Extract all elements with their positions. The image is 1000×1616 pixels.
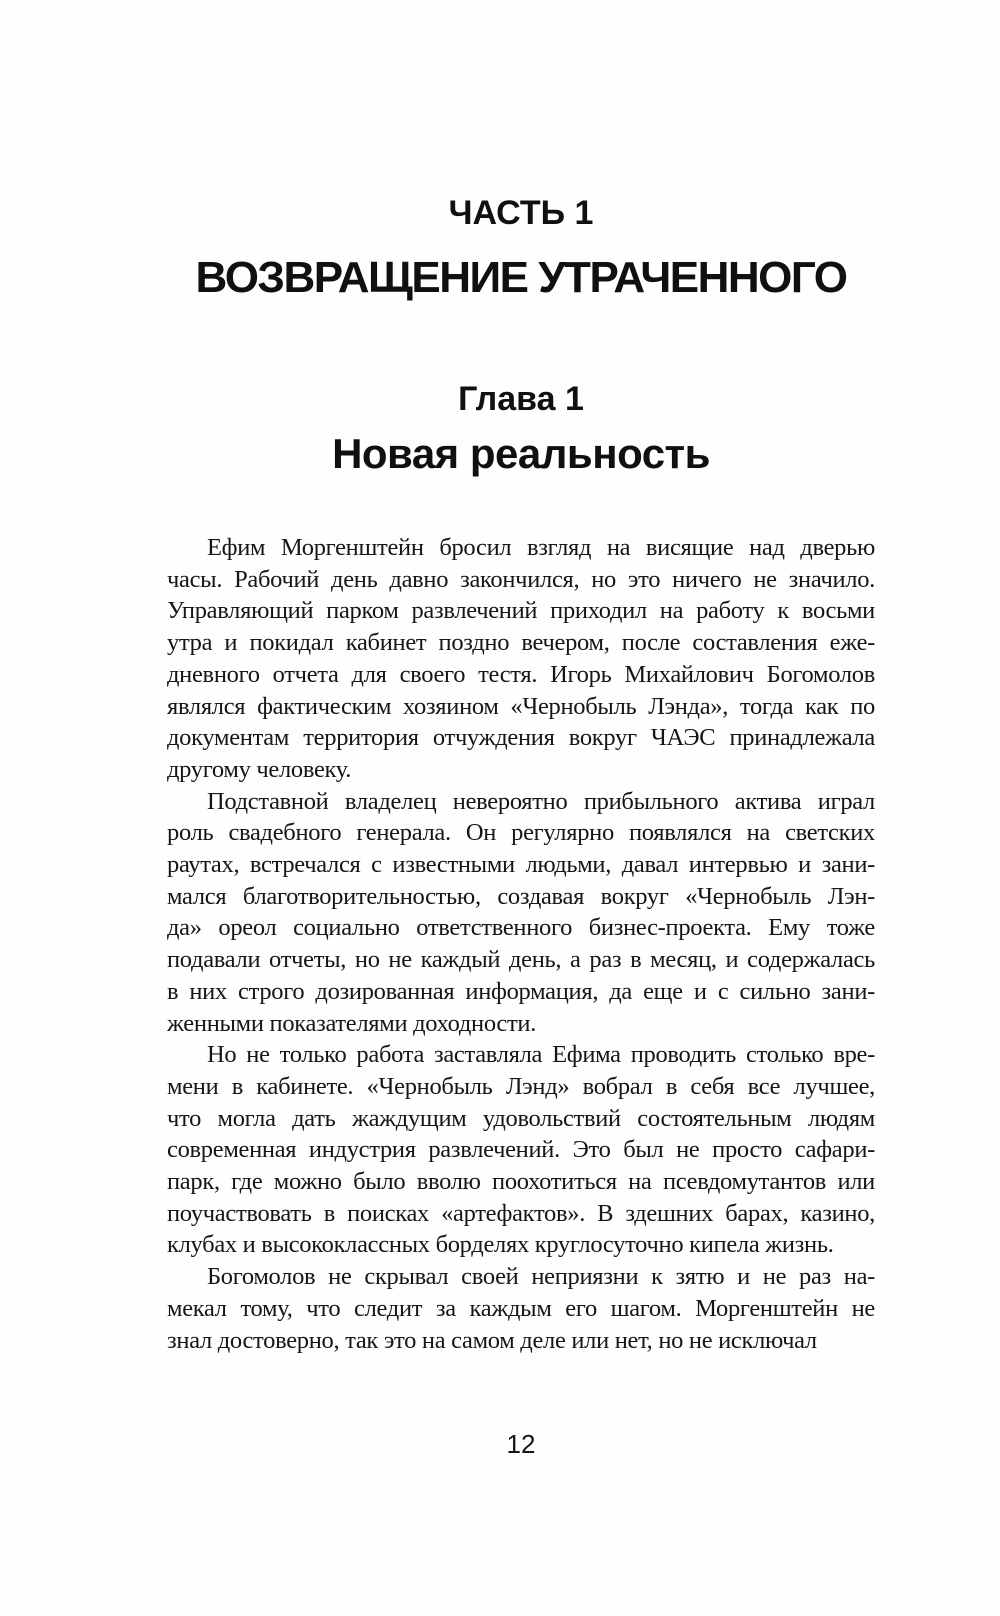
text-line: что могла дать жаждущим удовольствий состоятельным людям (167, 1104, 875, 1132)
body-text (167, 532, 875, 1356)
text-line: Подставной владелец невероятно прибыльного актива играл (207, 787, 875, 815)
text-line: парк, где можно было вволю поохотиться на псевдомутантов или (167, 1168, 875, 1196)
text-line: клубах и высококлассных борделях круглосуточно кипела жизнь. (167, 1231, 834, 1259)
text-line: утра и покидал кабинет поздно вечером, после составления еже- (167, 629, 875, 657)
text-line: мекал тому, что следит за каждым его шагом. Моргенштейн не (167, 1294, 875, 1322)
paragraph (167, 1261, 875, 1356)
page-headings (167, 0, 875, 476)
text-line: другому человеку. (167, 755, 352, 783)
text-line: Но не только работа заставляла Ефима проводить столько вре- (207, 1041, 875, 1069)
paragraph (167, 786, 875, 1040)
text-line: Управляющий парком развлечений приходил на работу к восьми (167, 597, 875, 625)
text-line: документам территория отчуждения вокруг ЧАЭС принадлежала (167, 724, 875, 752)
text-line: Богомолов не скрывал своей неприязни к зятю и не раз на- (207, 1263, 875, 1291)
text-line: поучаствовать в поисках «артефактов». В здешних барах, казино, (167, 1199, 875, 1227)
text-line: знал достоверно, так это на самом деле или нет, но не исключал (167, 1326, 817, 1354)
text-line: роль свадебного генерала. Он регулярно появлялся на светских (167, 819, 875, 847)
text-line: современная индустрия развлечений. Это был не просто сафари- (167, 1136, 875, 1164)
part-title: ВОЗВРАЩЕНИЕ УТРАЧЕННОГО (195, 253, 847, 302)
paragraph (167, 1039, 875, 1261)
text-line: являлся фактическим хозяином «Чернобыль Лэнда», тогда как по (167, 692, 875, 720)
paragraph (167, 532, 875, 786)
text-line: подавали отчеты, но не каждый день, а раз в месяц, и содержалась (167, 946, 875, 974)
text-line: мался благотворительностью, создавая вокруг «Чернобыль Лэн- (167, 882, 875, 910)
text-line: часы. Рабочий день давно закончился, но это ничего не значило. (167, 565, 875, 593)
text-line: женными показателями доходности. (167, 1009, 537, 1037)
text-line: дневного отчета для своего тестя. Игорь Михайлович Богомолов (167, 660, 875, 688)
chapter-label: Глава 1 (458, 380, 584, 418)
chapter-title: Новая реальность (332, 430, 710, 477)
part-label: ЧАСТЬ 1 (448, 194, 594, 232)
text-line: мени в кабинете. «Чернобыль Лэнд» вобрал в себя все лучшее, (167, 1072, 875, 1100)
text-line: в них строго дозированная информация, да еще и с сильно зани- (167, 977, 875, 1005)
text-line: раутах, встречался с известными людьми, давал интервью и зани- (167, 851, 875, 879)
page-number: 12 (506, 1429, 536, 1460)
text-line: да» ореол социально ответственного бизнес-проекта. Ему тоже (167, 914, 875, 942)
text-line: Ефим Моргенштейн бросил взгляд на висящие над дверью (207, 534, 875, 561)
